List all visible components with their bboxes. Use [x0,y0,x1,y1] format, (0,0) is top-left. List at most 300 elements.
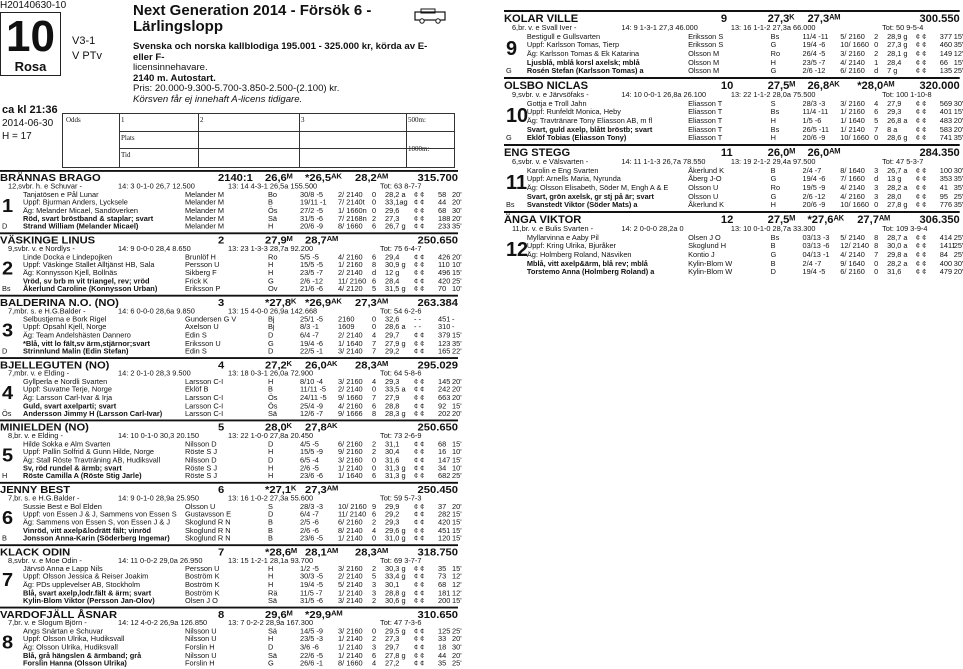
start-cell: Uppf: Kring Ulrika, Bjuråker [526,241,616,251]
start-cell: 31/5 -6 [300,596,324,606]
start-row [0,222,462,231]
start-cell: 22/6 -5 [300,651,324,660]
race-type: Rosa [14,59,47,74]
start-cell: 5 [372,284,377,294]
start-cell: 0 [372,463,377,473]
stat-cell: Tot: 109 3-9-4 [882,224,928,233]
start-cell: Forslin H [185,642,215,652]
start-row [0,439,462,449]
stat-cell: Tot: 47 7-3-6 [380,618,422,628]
trainer-district: H [2,471,8,481]
horse-header [504,211,960,224]
start-cell: 20' [452,634,462,644]
start-cell: 27,2 [385,659,400,668]
stat-cell: 7,br. s. e H.G.Balder - [8,493,80,503]
start-cell: H [268,377,274,386]
start-cell: 25/4 -9 [300,401,324,410]
start-cell: ¢ ¢ [414,439,425,449]
start-cell: 10' [452,463,462,473]
horse-name: OLSBO NICLAS [504,80,589,92]
start-cell: 15/5 -9 [300,447,324,457]
start-cell: 20' [452,385,462,394]
start-cell: Bs [770,232,780,242]
start-cell: 6 [372,276,377,286]
stat-cell: 14: 12 4-0-2 26,9a 126.850 [118,618,208,628]
start-cell: 31,3 g [385,463,406,473]
start-cell: 26,7 a [887,165,908,175]
start-cell: 202 [438,409,451,419]
stat-cell: 13: 16 1-1-2 27,3a 66.000 [730,23,816,32]
start-cell: 8 [874,232,879,242]
start-cell: B [268,526,273,535]
start-cell: Skoglund H [688,241,727,251]
start-cell: Andersson Jimmy H (Larsson Carl-Ivar) [23,409,163,419]
stat-cell: 14: 2 0-0-0 28,2a 0 [621,224,684,233]
start-cell: 30,0 a [887,241,908,251]
start-cell: 23/5 -3 [300,634,324,644]
start-cell: ¢ ¢ [414,518,425,527]
condition-line: Svenska och norska kallblodiga 195.001 - 325.000 kr, körda av E- eller F- [133,41,428,63]
start-row [504,241,963,251]
start-cell: B [770,258,776,268]
start-cell: Uppf: Väskinge Stallet Alltjänst HB, Sala [23,260,155,270]
start-cell: 84 [939,250,949,260]
start-cell: ¢ ¢ [915,98,927,108]
start-cell: ¢ ¢ [414,596,425,606]
start-cell: 8/ 1660 [338,659,363,668]
horse-record: 26,6ᴹ [265,172,293,184]
start-cell: 27,9 g [385,339,406,348]
start-cell: B [268,518,273,527]
horse-entry [0,607,462,668]
horse-record: 295.029 [417,359,458,372]
start-row [0,472,462,481]
start-cell: 33 [438,634,447,644]
start-cell: 10/ 1660 [840,133,869,143]
start-cell: 2 [372,564,377,573]
start-cell: Uppf: Olsson Ulrika, Hudiksvall [23,634,125,644]
start-cell: 35' [953,40,963,50]
start-row [504,191,963,201]
start-cell: d [372,268,377,278]
stat-cell: Tot: 50 9-5-4 [882,23,924,32]
start-cell: ¢ ¢ [414,642,425,652]
start-cell: 451 [438,526,451,535]
start-cell: 5/ 2140 [840,232,865,242]
start-cell: Sä [268,214,278,223]
start-cell: Hilde Sokka e Alm Svarten [23,439,111,449]
horse-record: 5 [218,422,225,434]
start-cell: Brunlöf H [185,252,216,261]
start-cell: 12/ 2140 [840,241,869,251]
start-cell: 1/ 2140 [338,642,363,652]
horse-stats [504,224,960,233]
stat-cell: 14: 11 0-0-2 29,0a 26.950 [118,556,203,565]
start-cell: 2/4 -7 [802,258,822,268]
horse-record: *26,9ᴬᴷ [305,297,342,309]
start-cell: ¢ ¢ [414,260,425,270]
start-cell: H [268,260,274,270]
start-cell: 6 [372,252,377,261]
start-cell: 233 [438,222,451,231]
start-cell: 25' [953,232,963,242]
start-cell: 30' [953,258,963,268]
start-cell: 27/2 -5 [300,206,324,215]
start-cell: 9/ 1660 [338,393,363,402]
start-cell: Jonsson Anna-Karin (Söderberg Ingemar) [23,534,170,543]
start-cell: S [268,502,273,511]
start-cell: Vinröd, vitt axelp&lodrätt fält; vinröd [23,526,151,535]
start-cell: 569 [939,98,953,108]
start-cell: 10' [452,447,462,457]
start-cell: B [770,241,776,251]
horse-record: 2140:1 [218,172,253,184]
stat-cell: 13: 15 1-2-1 28,1a 93.700 [228,556,314,565]
stat-cell: 13: 23 1-3-3 28,7a 92.200 [228,244,314,253]
start-cell: Boström K [185,588,220,598]
start-cell: Persson U [185,564,220,573]
start-cell: 2/5 -6 [300,518,319,527]
start-cell: ¢ ¢ [414,190,425,199]
start-cell: 110 [438,260,450,270]
start-cell: 7 g [887,66,898,76]
start-cell: H [268,572,274,581]
horse-entry [0,482,462,543]
start-cell: Sä [268,651,278,660]
post-position: 1 [2,196,14,217]
start-cell: Larsson C-I [185,377,224,386]
horse-stats [0,244,458,252]
start-cell: 3 [874,165,879,175]
start-cell: Strand William (Melander Micael) [23,222,139,231]
start-cell: 35' [452,222,462,231]
start-cell: Nilsson D [185,455,217,465]
start-row [0,260,462,270]
start-cell: 25/1 -5 [300,314,324,324]
start-cell: 20' [452,393,462,402]
start-cell: 12 g [385,268,400,278]
horse-record: 26,0ᴬᴷ [305,359,338,372]
start-cell: Ös [268,393,278,402]
start-cell: 2 [372,634,377,644]
start-cell: 28,4 [887,57,902,67]
start-cell: H [770,200,776,210]
start-cell: 28,2 a [887,183,908,193]
start-cell: 4/ 2140 [840,250,865,260]
start-cell: 29,8 a [887,250,908,260]
start-cell: 27,9 [385,393,400,402]
start-cell: 20' [953,124,963,134]
start-cell: Äg: Stall Röste Travträning AB, Hudiksvall [23,455,161,465]
start-cell: 165 [438,347,451,356]
start-cell: 135 [939,66,953,76]
start-cell: H [268,463,274,473]
horse-record: 4 [218,359,225,372]
start-row [0,634,462,644]
start-cell: 8/ 2140 [338,526,363,535]
start-cell: 28,2 a [887,258,908,268]
start-cell: 29,3 [887,107,902,117]
start-cell: Angs Snärtan e Schuvar [23,626,104,636]
start-cell: ¢ ¢ [414,401,425,410]
start-cell: 0 [372,198,377,207]
start-row [0,572,462,581]
start-cell: 1/ 2140 [338,588,363,598]
start-cell: 26/4 -5 [802,49,826,59]
start-cell: 11/ 2160 [338,276,367,286]
stat-cell: 12,svbr. h. e Schuvar - [8,182,82,191]
horse-stats [0,619,458,627]
title-line: Lärlingslopp [133,18,223,35]
start-cell: 20' [452,198,462,207]
start-cell: 2 [372,214,377,223]
start-cell: 15' [452,564,462,573]
start-cell: 5/5 -5 [300,252,319,261]
start-cell: Äg: Holmberg Roland, Näsviken [526,250,632,260]
stat-cell: Tot: 73 2-6-9 [380,431,422,440]
start-cell: 29,2 [385,510,400,519]
start-cell: 4/ 2160 [338,401,363,410]
start-cell: 3 [372,642,377,652]
start-cell: Olsson M [688,49,720,59]
start-cell: ¢ ¢ [915,258,927,268]
horse-record: 26,0ᴬᴹ [807,147,841,159]
start-cell: Skoglund R N [185,518,231,527]
start-cell: 242 [438,385,451,394]
start-cell: 28,6 g [887,133,908,143]
start-cell: 31,1 [385,439,400,449]
start-cell: 2/ 2140 [338,268,363,278]
start-cell: Kylin-Blom Viktor (Persson Jan-Olov) [23,596,155,606]
start-cell: Sä [268,409,278,419]
start-cell: 4/ 2140 [840,183,865,193]
start-cell: 19/11 -1 [300,198,327,207]
start-cell: 6/ 2160 [840,267,865,277]
start-cell: Åberg J-O [688,174,722,184]
start-cell: Melander M [185,214,225,223]
start-cell: 33,1ag [385,198,408,207]
start-cell: 29,6 g [385,526,406,535]
horse-record: 27,5ᴹ [767,214,796,226]
start-cell: 8 [372,409,377,419]
start-cell: Melander M [185,206,225,215]
variant-line: V3-1 [72,35,96,47]
start-cell: 2 [874,49,879,59]
start-cell: 181 [438,588,451,598]
stat-cell: 14: 11 1-1-3 26,7a 78.550 [621,157,706,166]
start-cell: 22/5 -1 [300,347,324,356]
start-cell: Äg: PDs upplevelser AB, Stockholm [23,580,141,589]
stat-cell: Tot: 63 8-7-7 [380,182,422,191]
start-cell: 6/5 -4 [300,455,319,465]
horse-entry [0,232,462,294]
start-cell: 0 [372,314,377,324]
start-cell: 15' [452,518,462,527]
stat-cell: 14: 10 0-1-0 30,3 20.150 [118,431,199,440]
start-cell: 4 [372,377,377,386]
start-cell: 20/6 -9 [802,133,826,143]
start-cell: 27,8 g [887,200,908,210]
start-cell: ¢ ¢ [414,447,425,457]
start-cell: Röste Camilla A (Röste Stig Jarle) [23,472,142,481]
start-cell: 2 [372,596,377,606]
start-cell: 15' [452,534,462,543]
horse-record: 8 [218,609,225,621]
start-cell: 2/6 -5 [300,463,319,473]
start-cell: Selbustjerna e Bork Rigel [23,314,107,324]
start-cell: 0 [372,455,377,465]
start-cell: ¢ ¢ [414,339,425,348]
start-cell: ¢ ¢ [414,393,425,402]
start-cell: 6/ 2160 [338,439,363,449]
start-cell: 15' [452,596,462,606]
start-cell: Bj [268,323,275,332]
start-cell: 4/ 2160 [840,191,865,201]
start-cell: Ös [268,401,278,410]
start-cell: 30,9 g [385,260,406,270]
start-row [504,200,963,210]
start-cell: 30,3 g [385,564,406,573]
start-cell: 37 [438,502,447,511]
start-cell: 3/ 2160 [338,455,363,465]
stat-cell: 13: 19 2-1-2 29,4a 97.500 [730,157,816,166]
start-cell: 0 [372,626,377,636]
start-cell: ¢ ¢ [414,455,425,465]
start-cell: Röd, svart bröstband & staplar; svart [23,214,154,223]
race-id: H20140630-10 [0,0,67,11]
start-cell: 28,1 g [887,49,908,59]
start-cell: 28,8 [385,401,400,410]
start-cell: 26,7 g [385,222,406,231]
start-cell: 1/ 1640 [338,339,363,348]
start-cell: 145 [438,377,451,386]
start-cell: 1/5 -6 [802,116,822,126]
start-cell: Sä [268,626,278,636]
start-cell: G [268,339,274,348]
horse-record: *28,6ᴹ [265,547,297,559]
start-cell: Ro [268,252,278,261]
start-cell: 68 [438,206,447,215]
start-cell: 0 [372,323,377,332]
start-cell: ¢ ¢ [414,385,425,394]
start-cell: 44 [438,651,447,660]
start-cell: 24/11 -5 [300,393,327,402]
start-cell: ¢ ¢ [414,206,425,215]
start-cell: 0 [874,40,879,50]
start-cell: Åkerlund K [688,200,725,210]
horse-header [504,10,960,23]
trainer-district: Ös [2,409,12,418]
start-row [0,564,462,573]
start-cell: Ro [770,183,781,193]
start-cell: 15' [452,526,462,535]
col-1-label: 1 [121,116,125,124]
post-position: 12 [505,239,529,261]
horse-record: 7 [218,547,225,559]
plats-label: Plats [121,134,135,142]
start-cell: ¢ ¢ [915,66,927,76]
start-cell: ¢ ¢ [414,502,425,511]
start-cell: ¢ ¢ [414,198,425,207]
start-cell: Ro [770,49,781,59]
start-row [504,107,963,117]
horse-record: 27,3ᴬᴹ [305,484,338,496]
start-row [504,116,963,126]
start-cell: ¢ ¢ [414,214,425,223]
start-cell: 100 [939,165,953,175]
start-cell: ¢ ¢ [915,133,927,143]
stat-cell: 8,br. v. e Elding - [8,431,63,440]
start-cell: 12' [953,49,963,59]
start-cell: ¢ ¢ [414,472,425,481]
horse-stats [0,432,458,440]
start-row [0,315,458,323]
horse-record: 27,9ᴹ [265,235,293,247]
start-cell: 2/ 2140 [338,331,363,340]
start-row [504,98,963,108]
trainer-district: D [2,346,8,356]
start-cell: 479 [939,267,953,277]
start-cell: 5 [372,572,377,581]
horse-entry [504,77,963,143]
start-cell: 10/ 2160 [338,502,367,511]
horse-stats [0,369,458,377]
start-cell: 19/4 -5 [802,267,826,277]
start-cell: Äg: Larsson Carl-Ivar & Irja [23,393,113,402]
start-cell: 11/4 -11 [802,107,829,117]
horse-name: BJELLEGUTEN (NO) [0,359,110,372]
start-cell: Uppf: Olsson Jessica & Reiser Joakim [23,572,149,581]
horse-entry [0,295,462,356]
start-cell: ¢ ¢ [915,191,927,201]
start-cell: 15' [452,268,462,278]
start-cell: 2/6 -6 [300,526,319,535]
start-cell: 26,8 a [887,116,908,126]
stat-cell: 7,mbr. s. e H.G.Balder - [8,306,86,316]
start-cell: D [268,455,274,465]
start-cell: 30,1 [385,580,400,589]
start-cell: Rä [268,588,278,598]
start-cell: 25' [953,250,963,260]
start-cell: 15' [452,510,462,519]
start-row [504,258,963,268]
start-cell: 3/ 2160 [338,564,363,573]
horse-record: 28,3ᴬᴹ [355,547,388,559]
start-cell: ¢ ¢ [414,463,425,473]
start-cell: 583 [939,124,953,134]
horse-entry [0,357,462,419]
start-cell: 4/ 2140 [840,57,865,67]
start-cell: 414 [939,232,953,242]
start-cell: 23/6 -6 [300,472,324,481]
start-row [0,510,462,519]
horse-name: JENNY BEST [0,484,71,496]
start-cell: - [452,314,455,324]
horse-record: 27,7ᴬᴹ [857,214,891,226]
horse-name: BALDERINA N.O. (NO) [0,297,119,309]
stat-cell: 13: 10 0-1-0 28,7a 33.300 [730,224,816,233]
horse-record: 9 [720,13,728,25]
stat-cell: Tot: 64 5-8-6 [380,369,422,378]
start-cell: 29,3 [385,377,400,386]
start-cell: 460 [939,40,953,50]
start-cell: 35 [438,659,447,668]
m500-label: 500m: [408,116,426,124]
horse-name: KOLAR VILLE [504,13,579,25]
start-cell: 11/4 -11 [802,31,829,41]
start-cell: 9/ 2160 [338,447,363,457]
stat-cell: 14: 9 1-3-1 27,3 46.000 [621,23,698,32]
